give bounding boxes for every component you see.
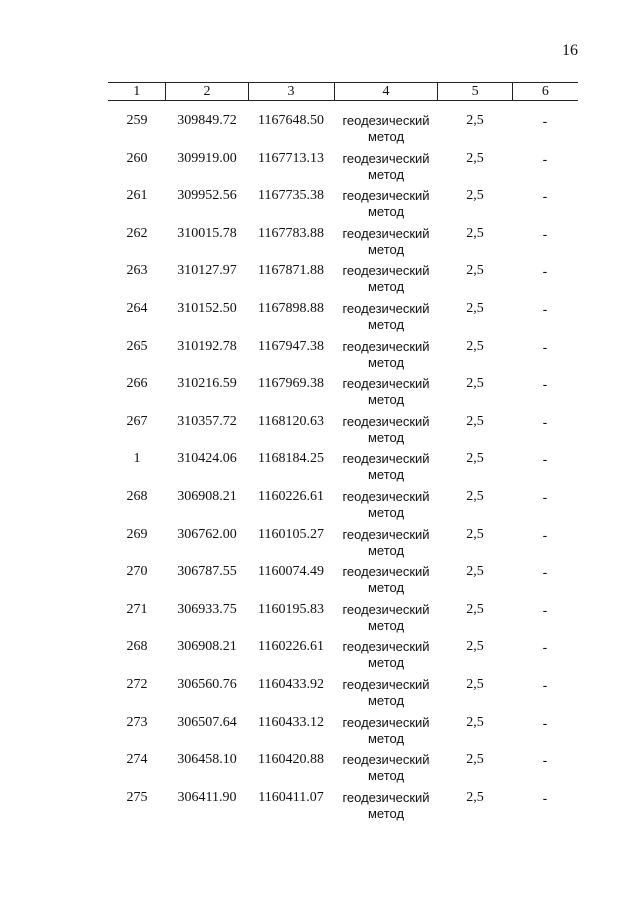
accuracy-cell: [438, 489, 512, 505]
table-row: [108, 339, 578, 377]
method-line-2: метод: [367, 429, 405, 445]
header-col-3: 3: [248, 83, 334, 100]
table-row: [108, 564, 578, 602]
table-row: [108, 376, 578, 414]
point-number-text: 269: [126, 526, 148, 542]
accuracy-cell: [438, 339, 512, 355]
accuracy-cell: [438, 376, 512, 392]
note-cell: [512, 715, 578, 731]
accuracy-cell: [438, 263, 512, 279]
y-coordinate-cell: [248, 527, 334, 543]
method-line-2: метод: [367, 617, 405, 633]
y-coordinate-text: 1167947.38: [258, 338, 324, 354]
note-cell: [512, 752, 578, 768]
point-number-text: 268: [126, 488, 148, 504]
accuracy-text: 2,5: [466, 639, 484, 655]
table-row: [108, 489, 578, 527]
y-coordinate-text: 1167969.38: [258, 376, 324, 392]
y-coordinate-text: 1167898.88: [258, 300, 324, 316]
y-coordinate-cell: [248, 489, 334, 505]
accuracy-cell: [438, 602, 512, 618]
x-coordinate-cell: [166, 451, 248, 467]
accuracy-text: 2,5: [466, 451, 484, 467]
x-coordinate-cell: [166, 639, 248, 655]
note-cell: [512, 451, 578, 467]
method-cell: [334, 790, 438, 822]
method-line-2: метод: [367, 166, 405, 182]
method-line-2: метод: [367, 467, 405, 483]
y-coordinate-text: 1160433.12: [258, 714, 324, 730]
method-line-2: метод: [367, 204, 405, 220]
y-coordinate-cell: [248, 752, 334, 768]
method-line-1: геодезический: [342, 789, 430, 805]
y-coordinate-text: 1160105.27: [258, 526, 324, 542]
note-cell: [512, 602, 578, 618]
point-number-cell: [108, 790, 166, 806]
table-row: [108, 414, 578, 452]
y-coordinate-text: 1160433.92: [258, 676, 324, 692]
method-line-2: метод: [367, 392, 405, 408]
note-cell: [512, 263, 578, 279]
point-number-cell: [108, 188, 166, 204]
table-row: [108, 263, 578, 301]
point-number-text: 274: [126, 752, 148, 768]
method-line-2: метод: [367, 316, 405, 332]
method-line-2: метод: [367, 504, 405, 520]
note-text: -: [542, 601, 548, 618]
accuracy-cell: [438, 414, 512, 430]
method-line-2: метод: [367, 580, 405, 596]
method-cell: [334, 602, 438, 634]
accuracy-text: 2,5: [466, 488, 484, 504]
point-number-cell: [108, 564, 166, 580]
note-text: -: [542, 113, 548, 129]
method-line-1: геодезический: [342, 150, 430, 166]
note-text: -: [542, 752, 548, 769]
point-number-text: 265: [126, 338, 148, 354]
method-cell: [334, 376, 438, 408]
method-line-1: геодезический: [342, 564, 430, 580]
point-number-text: 261: [126, 188, 148, 204]
y-coordinate-cell: [248, 113, 334, 129]
accuracy-text: 2,5: [466, 338, 484, 354]
method-line-1: геодезический: [342, 601, 430, 617]
point-number-cell: [108, 451, 166, 467]
point-number-text: 263: [126, 263, 148, 279]
y-coordinate-cell: [248, 263, 334, 279]
note-text: -: [542, 451, 548, 468]
note-cell: [512, 564, 578, 580]
x-coordinate-cell: [166, 715, 248, 731]
x-coordinate-cell: [166, 151, 248, 167]
x-coordinate-cell: [166, 188, 248, 204]
x-coordinate-text: 310015.78: [177, 225, 237, 241]
accuracy-cell: [438, 226, 512, 242]
accuracy-text: 2,5: [466, 601, 484, 617]
y-coordinate-text: 1167783.88: [258, 225, 324, 241]
method-cell: [334, 489, 438, 521]
x-coordinate-cell: [166, 602, 248, 618]
accuracy-text: 2,5: [466, 376, 484, 392]
point-number-cell: [108, 339, 166, 355]
method-cell: [334, 414, 438, 446]
note-text: -: [542, 564, 548, 581]
method-line-2: метод: [367, 279, 405, 295]
accuracy-text: 2,5: [466, 150, 484, 166]
y-coordinate-text: 1167648.50: [258, 113, 324, 128]
x-coordinate-text: 306933.75: [177, 601, 237, 617]
accuracy-text: 2,5: [466, 300, 484, 316]
x-coordinate-cell: [166, 414, 248, 430]
method-cell: [334, 339, 438, 371]
point-number-text: 273: [126, 714, 148, 730]
x-coordinate-text: 306507.64: [177, 714, 237, 730]
x-coordinate-text: 310152.50: [177, 300, 237, 316]
x-coordinate-cell: [166, 489, 248, 505]
method-cell: [334, 527, 438, 559]
note-cell: [512, 339, 578, 355]
point-number-cell: [108, 677, 166, 693]
method-line-2: метод: [367, 241, 405, 257]
table-row: [108, 527, 578, 565]
accuracy-text: 2,5: [466, 676, 484, 692]
table-row: [108, 451, 578, 489]
method-line-1: геодезический: [342, 639, 430, 655]
point-number-cell: [108, 752, 166, 768]
method-line-2: метод: [367, 655, 405, 671]
y-coordinate-text: 1160226.61: [258, 639, 324, 655]
y-coordinate-text: 1160074.49: [258, 564, 324, 580]
method-line-1: геодезический: [342, 338, 430, 354]
y-coordinate-text: 1160195.83: [258, 601, 324, 617]
accuracy-cell: [438, 301, 512, 317]
method-line-2: метод: [367, 768, 405, 784]
table-row: [108, 301, 578, 339]
point-number-text: 259: [126, 113, 148, 128]
accuracy-text: 2,5: [466, 413, 484, 429]
point-number-cell: [108, 151, 166, 167]
accuracy-cell: [438, 564, 512, 580]
note-text: -: [542, 338, 548, 355]
x-coordinate-cell: [166, 113, 248, 129]
table-row: [108, 790, 578, 828]
x-coordinate-cell: [166, 263, 248, 279]
x-coordinate-text: 309952.56: [177, 188, 237, 204]
note-text: -: [542, 526, 548, 543]
accuracy-cell: [438, 113, 512, 129]
table-row: [108, 188, 578, 226]
method-line-2: метод: [367, 692, 405, 708]
point-number-text: 1: [133, 451, 141, 467]
point-number-text: 275: [126, 789, 148, 805]
note-text: -: [542, 488, 548, 505]
x-coordinate-cell: [166, 790, 248, 806]
accuracy-text: 2,5: [466, 526, 484, 542]
accuracy-cell: [438, 639, 512, 655]
y-coordinate-text: 1167871.88: [258, 263, 324, 279]
point-number-text: 270: [126, 564, 148, 580]
x-coordinate-text: 306458.10: [177, 752, 237, 768]
note-cell: [512, 414, 578, 430]
method-line-2: метод: [367, 129, 405, 144]
table-row: [108, 602, 578, 640]
y-coordinate-text: 1167735.38: [258, 188, 324, 204]
x-coordinate-text: 306560.76: [177, 676, 237, 692]
note-cell: [512, 301, 578, 317]
note-text: -: [542, 413, 548, 430]
note-text: -: [542, 639, 548, 656]
y-coordinate-cell: [248, 451, 334, 467]
note-cell: [512, 113, 578, 129]
y-coordinate-cell: [248, 414, 334, 430]
y-coordinate-cell: [248, 151, 334, 167]
header-col-5: 5: [437, 83, 511, 100]
note-text: -: [542, 225, 548, 242]
method-line-2: метод: [367, 542, 405, 558]
point-number-text: 262: [126, 225, 148, 241]
note-text: -: [542, 676, 548, 693]
note-cell: [512, 226, 578, 242]
note-text: -: [542, 300, 548, 317]
table-row: [108, 113, 578, 151]
x-coordinate-text: 306762.00: [177, 526, 237, 542]
header-col-6: 6: [512, 83, 578, 100]
y-coordinate-cell: [248, 602, 334, 618]
table-row: [108, 715, 578, 753]
method-line-1: геодезический: [342, 752, 430, 768]
method-line-1: геодезический: [342, 376, 430, 392]
note-cell: [512, 527, 578, 543]
note-cell: [512, 188, 578, 204]
method-cell: [334, 301, 438, 333]
coordinates-table: [108, 82, 578, 827]
y-coordinate-cell: [248, 677, 334, 693]
accuracy-cell: [438, 527, 512, 543]
method-line-1: геодезический: [342, 676, 430, 692]
table-row: [108, 752, 578, 790]
accuracy-text: 2,5: [466, 225, 484, 241]
y-coordinate-cell: [248, 301, 334, 317]
point-number-cell: [108, 263, 166, 279]
table-row: [108, 639, 578, 677]
method-line-2: метод: [367, 805, 405, 821]
method-cell: [334, 226, 438, 258]
point-number-text: 260: [126, 150, 148, 166]
table-header: [108, 82, 578, 101]
x-coordinate-text: 309919.00: [177, 150, 237, 166]
note-cell: [512, 790, 578, 806]
method-cell: [334, 639, 438, 671]
x-coordinate-text: 306411.90: [177, 789, 237, 805]
point-number-cell: [108, 414, 166, 430]
note-text: -: [542, 789, 548, 806]
accuracy-cell: [438, 677, 512, 693]
x-coordinate-text: 310216.59: [177, 376, 237, 392]
method-cell: [334, 451, 438, 483]
x-coordinate-cell: [166, 677, 248, 693]
accuracy-cell: [438, 752, 512, 768]
method-line-1: геодезический: [342, 113, 430, 128]
header-col-1: 1: [133, 84, 141, 99]
method-line-1: геодезический: [342, 188, 430, 204]
x-coordinate-text: 309849.72: [177, 113, 237, 128]
method-line-1: геодезический: [342, 714, 430, 730]
y-coordinate-text: 1160411.07: [258, 789, 324, 805]
y-coordinate-cell: [248, 639, 334, 655]
note-text: -: [542, 263, 548, 280]
x-coordinate-text: 306787.55: [177, 564, 237, 580]
x-coordinate-text: 310127.97: [177, 263, 237, 279]
accuracy-cell: [438, 151, 512, 167]
accuracy-text: 2,5: [466, 188, 484, 204]
point-number-cell: [108, 602, 166, 618]
x-coordinate-text: 310424.06: [177, 451, 237, 467]
x-coordinate-cell: [166, 527, 248, 543]
x-coordinate-text: 310357.72: [177, 413, 237, 429]
point-number-cell: [108, 113, 166, 129]
method-cell: [334, 263, 438, 295]
y-coordinate-cell: [248, 790, 334, 806]
x-coordinate-text: 310192.78: [177, 338, 237, 354]
y-coordinate-text: 1160226.61: [258, 488, 324, 504]
y-coordinate-text: 1167713.13: [258, 150, 324, 166]
accuracy-cell: [438, 715, 512, 731]
page-number: 16: [562, 42, 578, 59]
point-number-cell: [108, 715, 166, 731]
point-number-cell: [108, 639, 166, 655]
y-coordinate-cell: [248, 188, 334, 204]
x-coordinate-cell: [166, 226, 248, 242]
method-cell: [334, 564, 438, 596]
point-number-text: 268: [126, 639, 148, 655]
table-row: [108, 226, 578, 264]
x-coordinate-text: 306908.21: [177, 488, 237, 504]
y-coordinate-cell: [248, 226, 334, 242]
method-line-1: геодезический: [342, 263, 430, 279]
y-coordinate-text: 1168184.25: [258, 451, 324, 467]
method-line-2: метод: [367, 730, 405, 746]
note-text: -: [542, 714, 548, 731]
x-coordinate-text: 306908.21: [177, 639, 237, 655]
method-line-1: геодезический: [342, 451, 430, 467]
x-coordinate-cell: [166, 376, 248, 392]
accuracy-text: 2,5: [466, 714, 484, 730]
method-cell: [334, 151, 438, 183]
point-number-text: 272: [126, 676, 148, 692]
accuracy-text: 2,5: [466, 113, 484, 128]
method-line-1: геодезический: [342, 225, 430, 241]
note-cell: [512, 639, 578, 655]
accuracy-cell: [438, 188, 512, 204]
note-cell: [512, 677, 578, 693]
point-number-cell: [108, 226, 166, 242]
method-cell: [334, 752, 438, 784]
y-coordinate-text: 1160420.88: [258, 752, 324, 768]
point-number-text: 264: [126, 300, 148, 316]
method-line-1: геодезический: [342, 413, 430, 429]
y-coordinate-cell: [248, 564, 334, 580]
accuracy-text: 2,5: [466, 752, 484, 768]
method-line-1: геодезический: [342, 488, 430, 504]
point-number-text: 266: [126, 376, 148, 392]
note-text: -: [542, 150, 548, 167]
y-coordinate-cell: [248, 376, 334, 392]
method-line-1: геодезический: [342, 300, 430, 316]
x-coordinate-cell: [166, 752, 248, 768]
point-number-cell: [108, 301, 166, 317]
header-col-2: 2: [165, 83, 247, 100]
x-coordinate-cell: [166, 339, 248, 355]
y-coordinate-text: 1168120.63: [258, 413, 324, 429]
point-number-text: 267: [126, 413, 148, 429]
method-line-1: геодезический: [342, 526, 430, 542]
point-number-cell: [108, 376, 166, 392]
method-cell: [334, 677, 438, 709]
note-text: -: [542, 376, 548, 393]
accuracy-cell: [438, 451, 512, 467]
method-line-2: метод: [367, 354, 405, 370]
accuracy-text: 2,5: [466, 263, 484, 279]
x-coordinate-cell: [166, 564, 248, 580]
note-cell: [512, 376, 578, 392]
accuracy-cell: [438, 790, 512, 806]
method-cell: [334, 188, 438, 220]
method-cell: [334, 715, 438, 747]
table-row: [108, 151, 578, 189]
note-text: -: [542, 188, 548, 205]
x-coordinate-cell: [166, 301, 248, 317]
note-cell: [512, 151, 578, 167]
point-number-cell: [108, 489, 166, 505]
y-coordinate-cell: [248, 339, 334, 355]
table-row: [108, 677, 578, 715]
note-cell: [512, 489, 578, 505]
accuracy-text: 2,5: [466, 789, 484, 805]
header-col-4: 4: [334, 83, 438, 100]
point-number-cell: [108, 527, 166, 543]
method-cell: [334, 113, 438, 145]
y-coordinate-cell: [248, 715, 334, 731]
accuracy-text: 2,5: [466, 564, 484, 580]
point-number-text: 271: [126, 601, 148, 617]
table-body: [108, 101, 578, 827]
